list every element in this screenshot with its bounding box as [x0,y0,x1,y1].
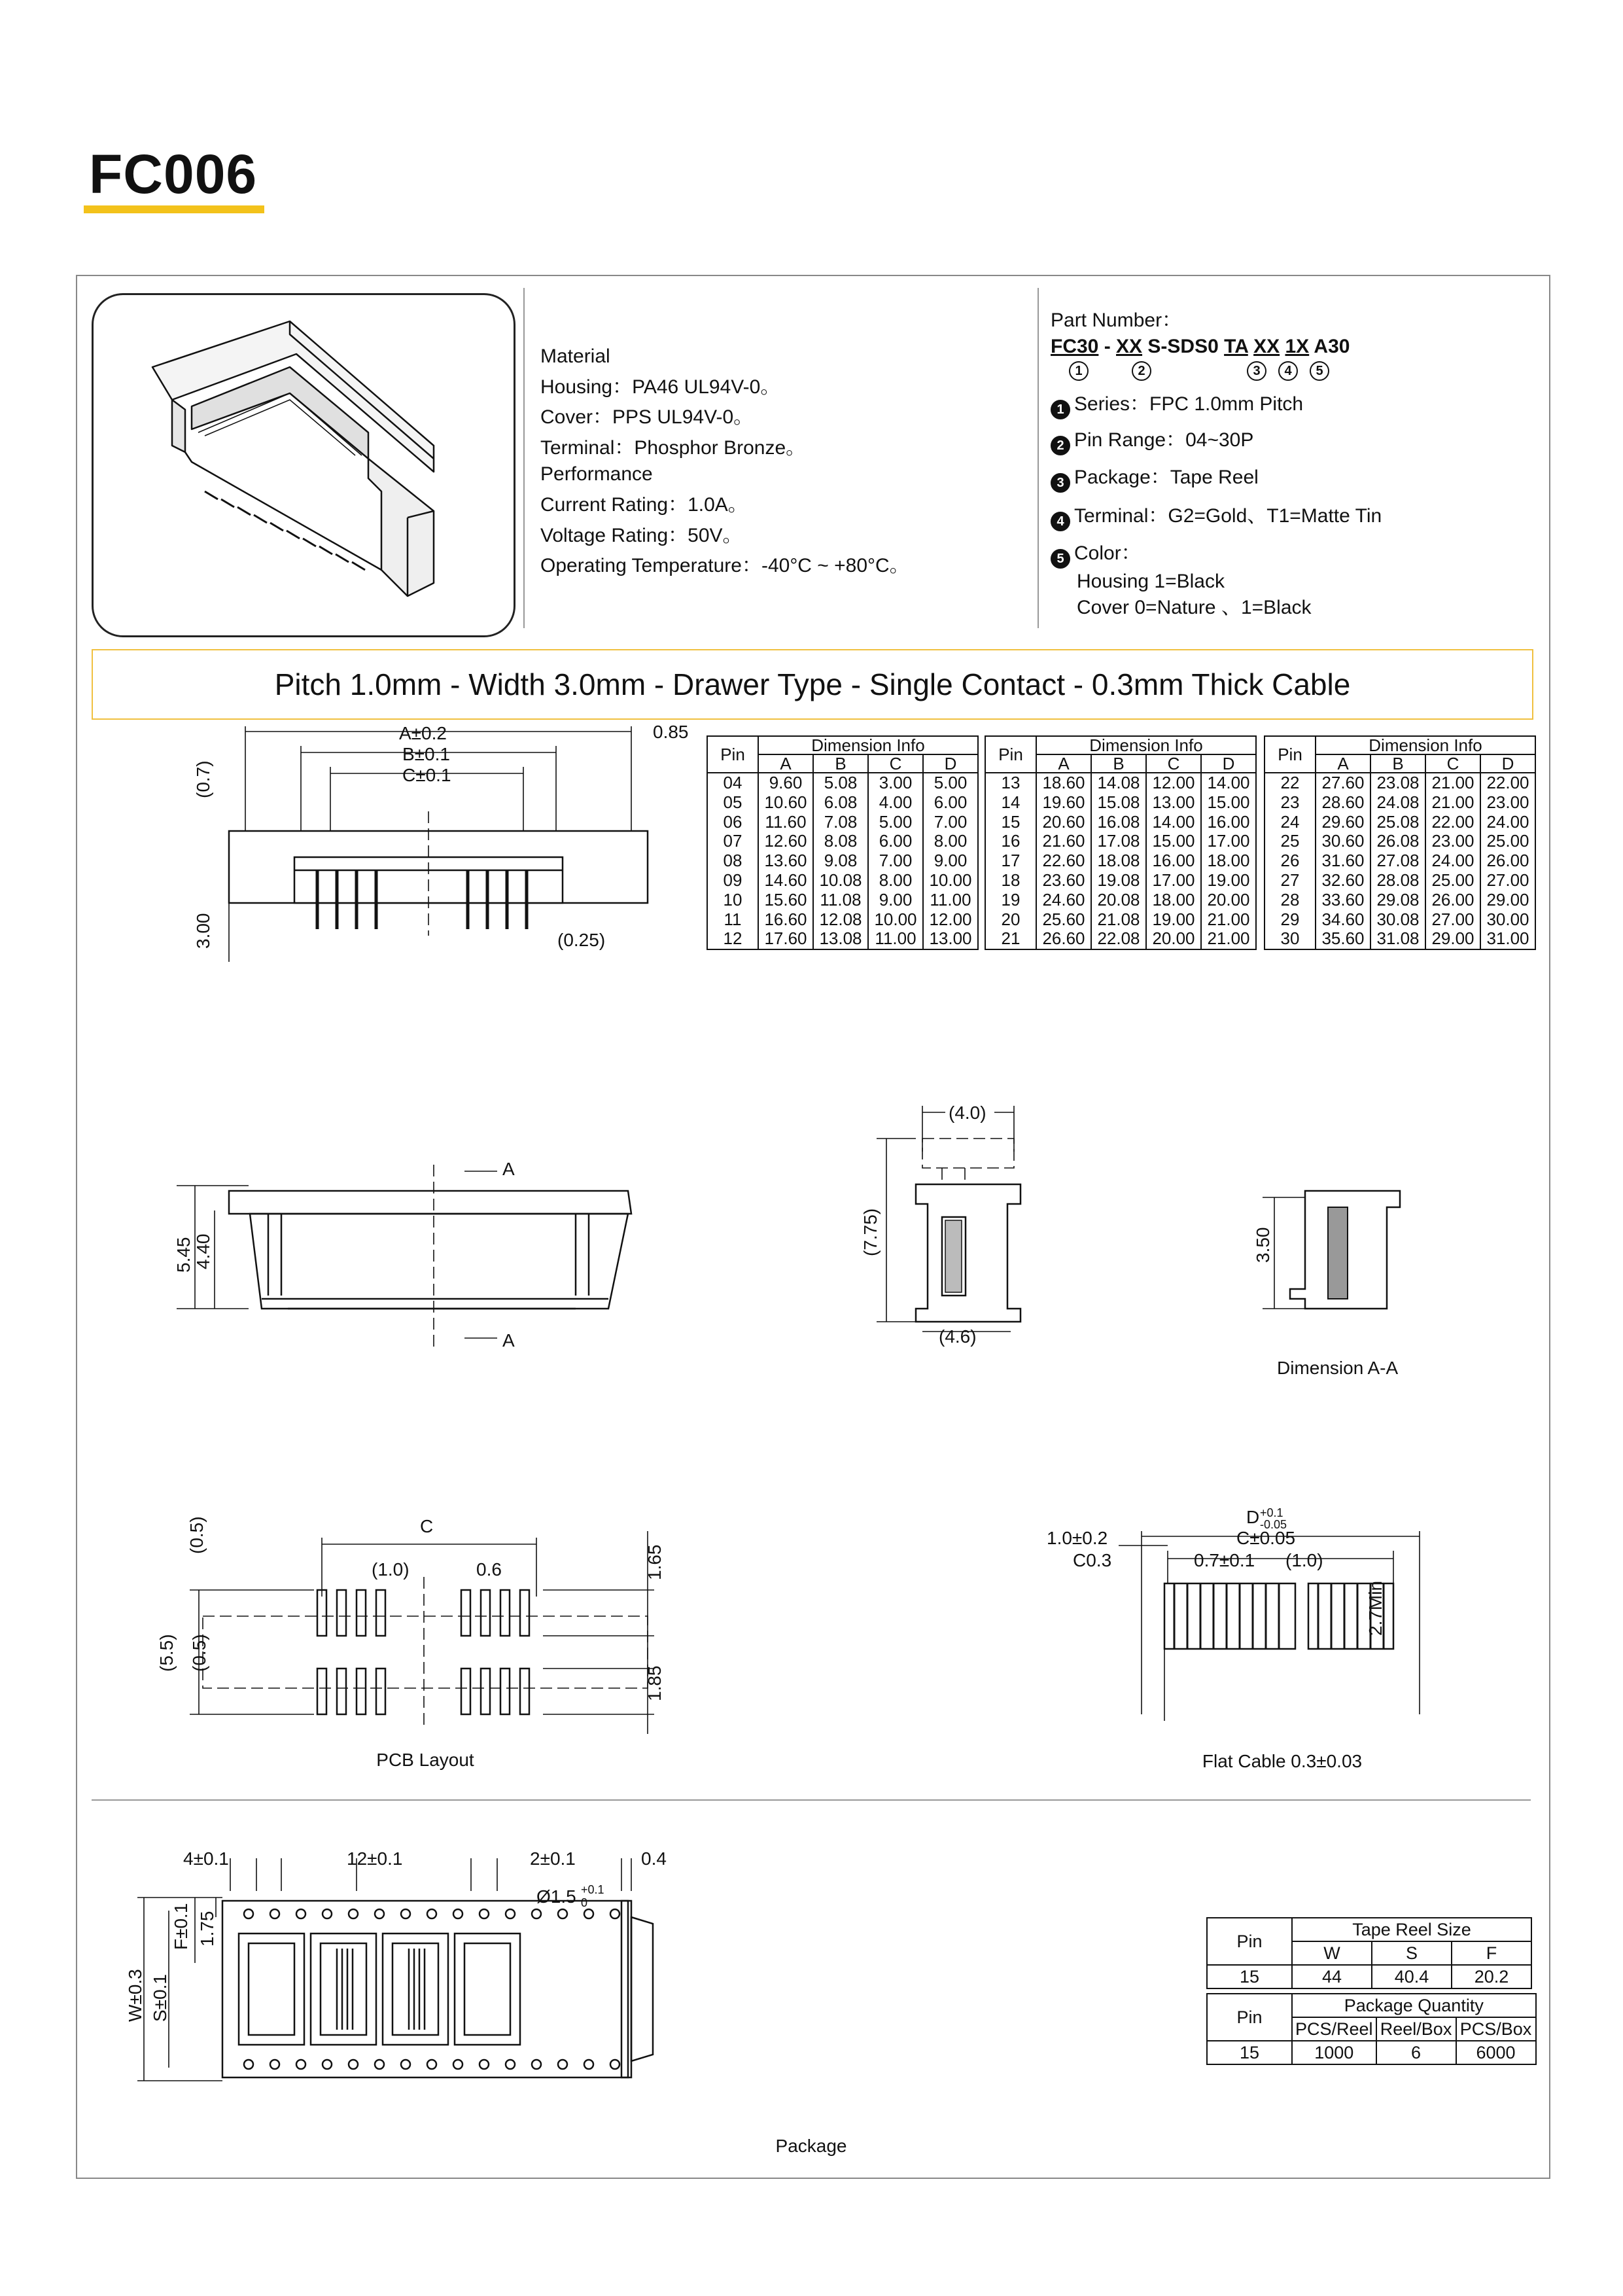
code-terminal: XX [1253,336,1280,357]
divider [523,288,525,628]
qty-pin-header: Pin [1207,1994,1292,2041]
qty-box-value: 6 [1376,2041,1456,2064]
code-sep: - [1098,336,1117,357]
dimension-table [707,735,979,950]
tape-pin-header: Pin [1207,1918,1292,1965]
marker-1: 1 [1069,361,1089,381]
a-column: 9.60 10.60 11.60 12.60 13.60 14.60 15.60 16.60 17.60 [758,773,813,949]
product-photo [92,293,515,637]
specification-block [540,342,909,582]
section-aa-drawing [1243,1165,1413,1400]
marker-5: 5 [1051,549,1070,569]
part-number-code [1051,334,1382,360]
top-view-drawing [157,1152,654,1361]
front-view-drawing [157,722,689,975]
material-heading: Material [540,345,610,367]
pin-column: 04 05 06 07 08 09 10 11 12 [707,773,758,949]
package-line [1051,465,1382,493]
code-markers [1051,360,1382,383]
dim-300-label: 3.00 [193,913,213,949]
title-underline [84,205,264,213]
code-suffix: A30 [1309,336,1350,357]
dimension-table [1264,735,1536,950]
current-rating: Current Rating：1.0A。 [540,493,748,516]
package-drawing [124,1848,752,2113]
col-b: B [813,754,868,773]
fc-c-label: C±0.05 [1236,1528,1296,1548]
marker-2: 2 [1132,361,1151,381]
divider [1038,288,1039,628]
pcb-c-label: C [420,1516,434,1536]
pk-12-label: 12±0.1 [347,1848,403,1869]
series-text: Series：FPC 1.0mm Pitch [1074,393,1304,415]
product-banner: Pitch 1.0mm - Width 3.0mm - Drawer Type - Single Contact - 0.3mm Thick Cable [92,649,1533,720]
part-number-label: Part Number： [1051,309,1182,331]
col-d: D [1201,754,1256,773]
pk-04-label: 0.4 [641,1848,667,1869]
pcb-06-label: 0.6 [476,1559,502,1580]
pcb-layout-caption: PCB Layout [376,1750,474,1770]
tape-w-header: W [1292,1941,1372,1965]
dim-c-label: C±0.1 [402,765,451,785]
pcb-55-label: (5.5) [156,1634,177,1672]
tape-f-value: 20.2 [1452,1965,1531,1988]
qty-pcs-box-header: PCS/Box [1456,2017,1536,2041]
c-column: 3.00 4.00 5.00 6.00 7.00 8.00 9.00 10.00 11.00 [868,773,923,949]
fc-c03-label: C0.3 [1073,1550,1112,1570]
qty-pin-value: 15 [1207,2041,1292,2064]
info-header: Dimension Info [1036,736,1256,754]
tape-reel-table [1206,1917,1537,2065]
side-profile-drawing [850,1099,1021,1348]
terminal-text: Terminal：G2=Gold、T1=Matte Tin [1074,505,1382,527]
dim-b-label: B±0.1 [402,744,450,764]
color-text: Color： [1074,542,1141,564]
tape-s-value: 40.4 [1372,1965,1452,1988]
code-fixed: S-SDS0 [1142,336,1225,357]
code-package: TA [1224,336,1248,357]
fc-10-pm-label: 1.0±0.2 [1047,1528,1108,1548]
pin-header: Pin [707,736,758,773]
dim-350-label: 3.50 [1253,1227,1273,1263]
package-caption: Package [775,2136,847,2156]
fc-10-label: (1.0) [1285,1550,1323,1570]
col-a: A [1316,754,1370,773]
col-c: C [1425,754,1480,773]
pk-s-label: S±0.1 [150,1974,170,2022]
page-title: FC006 [89,143,258,205]
tape-s-header: S [1372,1941,1452,1965]
d-column: 14.00 15.00 16.00 17.00 18.00 19.00 20.00 21.00 21.00 [1201,773,1256,949]
d-column: 5.00 6.00 7.00 8.00 9.00 10.00 11.00 12.00 13.00 [923,773,978,949]
fc-d-label: D [1246,1507,1260,1527]
cover-spec: Cover：PPS UL94V-0。 [540,406,754,429]
pin-column: 13 14 15 16 17 18 19 20 21 [985,773,1036,949]
dim-085-label: 0.85 [653,722,689,742]
code-pins: XX [1116,336,1143,357]
qty-reel-header: PCS/Reel [1292,2017,1376,2041]
col-b: B [1091,754,1146,773]
dimension-table-2 [985,735,1257,950]
section-a-bottom: A [502,1330,515,1351]
flat-cable-caption: Flat Cable 0.3±0.03 [1202,1751,1363,1771]
qty-box-header: Reel/Box [1376,2017,1456,2041]
code-color: 1X [1285,336,1310,357]
pcb-10-label: (1.0) [372,1559,410,1580]
tape-reel-size-table [1206,1917,1532,1989]
section-a-top: A [502,1159,515,1179]
flat-cable-drawing [1047,1505,1387,1740]
col-b: B [1370,754,1425,773]
qty-header: Package Quantity [1292,1994,1536,2017]
housing-spec: Housing：PA46 UL94V-0。 [540,376,780,398]
fc-07-label: 0.7±0.1 [1194,1550,1255,1570]
terminal-spec: Terminal：Phosphor Bronze。 [540,436,806,459]
dim-46-label: (4.6) [939,1326,977,1347]
dimension-table-1 [707,735,979,950]
info-header: Dimension Info [758,736,978,754]
a-column: 18.60 19.60 20.60 21.60 22.60 23.60 24.60 25.60 26.60 [1036,773,1091,949]
dim-025-label: (0.25) [557,930,606,950]
color-line [1051,540,1382,569]
dimension-table [985,735,1257,950]
marker-3: 3 [1051,473,1070,493]
tape-reel-header: Tape Reel Size [1292,1918,1531,1941]
pk-2-label: 2±0.1 [530,1848,576,1869]
voltage-rating: Voltage Rating：50V。 [540,524,742,546]
section-aa-caption: Dimension A-A [1277,1358,1399,1378]
connector-illustration [94,295,514,635]
marker-1: 1 [1051,400,1070,419]
package-text: Package：Tape Reel [1074,467,1259,488]
pcb-05a-label: (0.5) [186,1516,207,1554]
pk-f-label: F±0.1 [171,1903,191,1950]
dim-775-label: (7.75) [860,1208,881,1256]
pk-4-label: 4±0.1 [183,1848,229,1869]
terminal-line [1051,503,1382,531]
code-series: FC30 [1051,336,1099,357]
dim-40-label: (4.0) [949,1103,986,1123]
col-a: A [758,754,813,773]
package-quantity-table [1206,1993,1537,2065]
dim-440-label: 4.40 [193,1233,213,1269]
tape-pin-value: 15 [1207,1965,1292,1988]
d-column: 22.00 23.00 24.00 25.00 26.00 27.00 29.00 30.00 31.00 [1480,773,1535,949]
pcb-185-label: 1.85 [644,1665,665,1701]
series-line [1051,391,1382,419]
qty-pcs-box-value: 6000 [1456,2041,1536,2064]
marker-2: 2 [1051,436,1070,455]
pk-hole-tol-dn: 0 [581,1896,588,1909]
info-header: Dimension Info [1316,736,1535,754]
tape-f-header: F [1452,1941,1531,1965]
marker-4: 4 [1278,361,1298,381]
pk-hole-tol-up: +0.1 [581,1883,604,1896]
a-column: 27.60 28.60 29.60 30.60 31.60 32.60 33.60 34.60 35.60 [1316,773,1370,949]
pcb-05b-label: (0.5) [189,1634,209,1672]
b-column: 23.08 24.08 25.08 26.08 27.08 28.08 29.08 30.08 31.08 [1370,773,1425,949]
col-d: D [923,754,978,773]
fc-d-tol-dn: -0.05 [1260,1518,1287,1531]
b-column: 5.08 6.08 7.08 8.08 9.08 10.08 11.08 12.08 13.08 [813,773,868,949]
performance-heading: Performance [540,463,653,486]
marker-3: 3 [1247,361,1266,381]
pcb-layout-drawing [150,1511,687,1747]
col-a: A [1036,754,1091,773]
fc-27-label: 2.7Min [1365,1580,1386,1636]
pin-range-line [1051,427,1382,455]
part-number-block [1051,308,1382,621]
dimension-table-3 [1264,735,1536,950]
pk-w-label: W±0.3 [125,1969,145,2022]
qty-reel-value: 1000 [1292,2041,1376,2064]
pin-range-text: Pin Range：04~30P [1074,429,1254,451]
col-c: C [1146,754,1201,773]
pk-175-label: 1.75 [197,1911,217,1947]
marker-5: 5 [1310,361,1329,381]
marker-4: 4 [1051,512,1070,531]
pin-header: Pin [1265,736,1316,773]
pcb-165-label: 1.65 [644,1544,665,1580]
b-column: 14.08 15.08 16.08 17.08 18.08 19.08 20.08 21.08 22.08 [1091,773,1146,949]
operating-temperature: Operating Temperature：-40°C ~ +80°C。 [540,555,909,577]
pin-column: 22 23 24 25 26 27 28 29 30 [1265,773,1316,949]
c-column: 21.00 21.00 22.00 23.00 24.00 25.00 26.00 27.00 29.00 [1425,773,1480,949]
pk-hole-label: Ø1.5 [536,1886,576,1907]
c-column: 12.00 13.00 14.00 15.00 16.00 17.00 18.00 19.00 20.00 [1146,773,1201,949]
dim-07-label: (0.7) [193,760,213,798]
fc-d-tol-up: +0.1 [1260,1506,1283,1519]
tape-w-value: 44 [1292,1965,1372,1988]
color-cover: Cover 0=Nature 、1=Black [1077,597,1312,618]
col-c: C [868,754,923,773]
dim-545-label: 5.45 [173,1237,194,1273]
color-housing: Housing 1=Black [1077,571,1225,592]
pin-header: Pin [985,736,1036,773]
divider [92,1799,1531,1801]
dim-a-label: A±0.2 [399,723,447,743]
col-d: D [1480,754,1535,773]
